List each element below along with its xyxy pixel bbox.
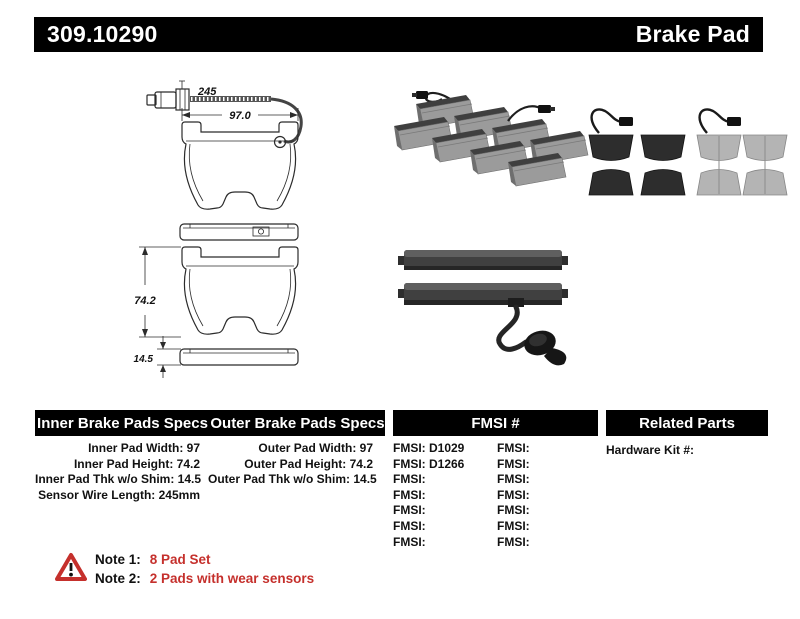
outer-specs-header: Outer Brake Pads Specs (210, 414, 385, 432)
table-row: FMSI: (497, 456, 530, 471)
technical-drawing (95, 78, 385, 378)
wear-sensor-wire-icon (508, 105, 555, 121)
sensor-wire-length-dim: 245 (198, 86, 217, 98)
pad-height-dim: 74.2 (134, 295, 156, 307)
table-row: Hardware Kit #: (606, 443, 695, 457)
table-row: Sensor Wire Length: 245mm (38, 487, 200, 502)
inner-specs-rows (35, 441, 200, 503)
product-type: Brake Pad (635, 21, 750, 47)
table-row: FMSI: (393, 487, 426, 502)
note-label: Note 1: (95, 552, 141, 567)
pad-width-dim: 97.0 (229, 110, 251, 122)
pad-edge-view (398, 283, 568, 307)
table-row: FMSI: (497, 441, 530, 455)
wear-sensor-drawing (147, 81, 301, 148)
width-dimension (182, 108, 298, 122)
note-line (95, 570, 314, 589)
table-row: Inner Pad Width: 97 (88, 441, 200, 455)
table-row: FMSI: (497, 518, 530, 533)
fmsi-left-rows (393, 441, 493, 550)
table-row: FMSI: (393, 534, 426, 549)
related-parts-header: Related Parts (639, 414, 735, 432)
specs-header-bar (35, 410, 385, 436)
black-pad-pair (641, 135, 685, 195)
table-row: Outer Pad Thk w/o Shim: 14.5 (208, 472, 377, 487)
related-parts-header-bar (606, 410, 768, 436)
pad-front-view-2 (182, 247, 298, 334)
part-number: 309.10290 (47, 21, 158, 47)
inner-specs-header: Inner Brake Pads Specs (37, 414, 208, 432)
black-pad-pair (589, 135, 633, 195)
note-text: 2 Pads with wear sensors (149, 570, 315, 586)
table-row: FMSI: (497, 534, 530, 549)
table-row: Outer Pad Width: 97 (258, 441, 373, 455)
pad-thickness-dim: 14.5 (133, 354, 153, 365)
table-row: FMSI: (497, 503, 530, 518)
wear-sensor-wire-icon (592, 109, 633, 133)
pad-front-view-1 (182, 122, 298, 209)
pad-set-photo (388, 85, 593, 210)
table-row: FMSI: (393, 518, 426, 533)
table-row: FMSI: (497, 487, 530, 502)
table-row: FMSI: (393, 503, 426, 518)
thickness-dimension (134, 336, 181, 378)
fmsi-header-bar (393, 410, 598, 436)
pad-side-view-2 (180, 349, 298, 365)
fmsi-header: FMSI # (471, 414, 520, 432)
outer-specs-rows (208, 441, 377, 488)
height-dimension (134, 247, 181, 337)
related-rows (606, 443, 766, 459)
notes-block (95, 551, 314, 588)
table-row: Inner Pad Height: 74.2 (73, 456, 200, 471)
fmsi-right-rows (497, 441, 597, 550)
warning-triangle-icon (55, 552, 87, 582)
table-row: FMSI: D1029 (393, 441, 465, 455)
title-bar (34, 17, 763, 52)
pad-side-view-1 (180, 224, 298, 240)
note-label: Note 2: (95, 570, 141, 586)
table-row: Inner Pad Thk w/o Shim: 14.5 (35, 472, 202, 487)
table-row: Outer Pad Height: 74.2 (244, 456, 373, 471)
table-row: FMSI: (497, 472, 530, 487)
table-row: FMSI: (393, 472, 426, 487)
note-text: 8 Pad Set (149, 552, 211, 567)
pad-with-sensor-photo (390, 228, 590, 378)
pad-edge-view (398, 250, 568, 270)
wear-sensor-connector-icon (499, 307, 567, 365)
wear-sensor-wire-icon (700, 109, 741, 133)
note-line (95, 551, 314, 570)
table-row: FMSI: D1266 (393, 456, 465, 471)
pad-pairs-photo (575, 105, 790, 210)
